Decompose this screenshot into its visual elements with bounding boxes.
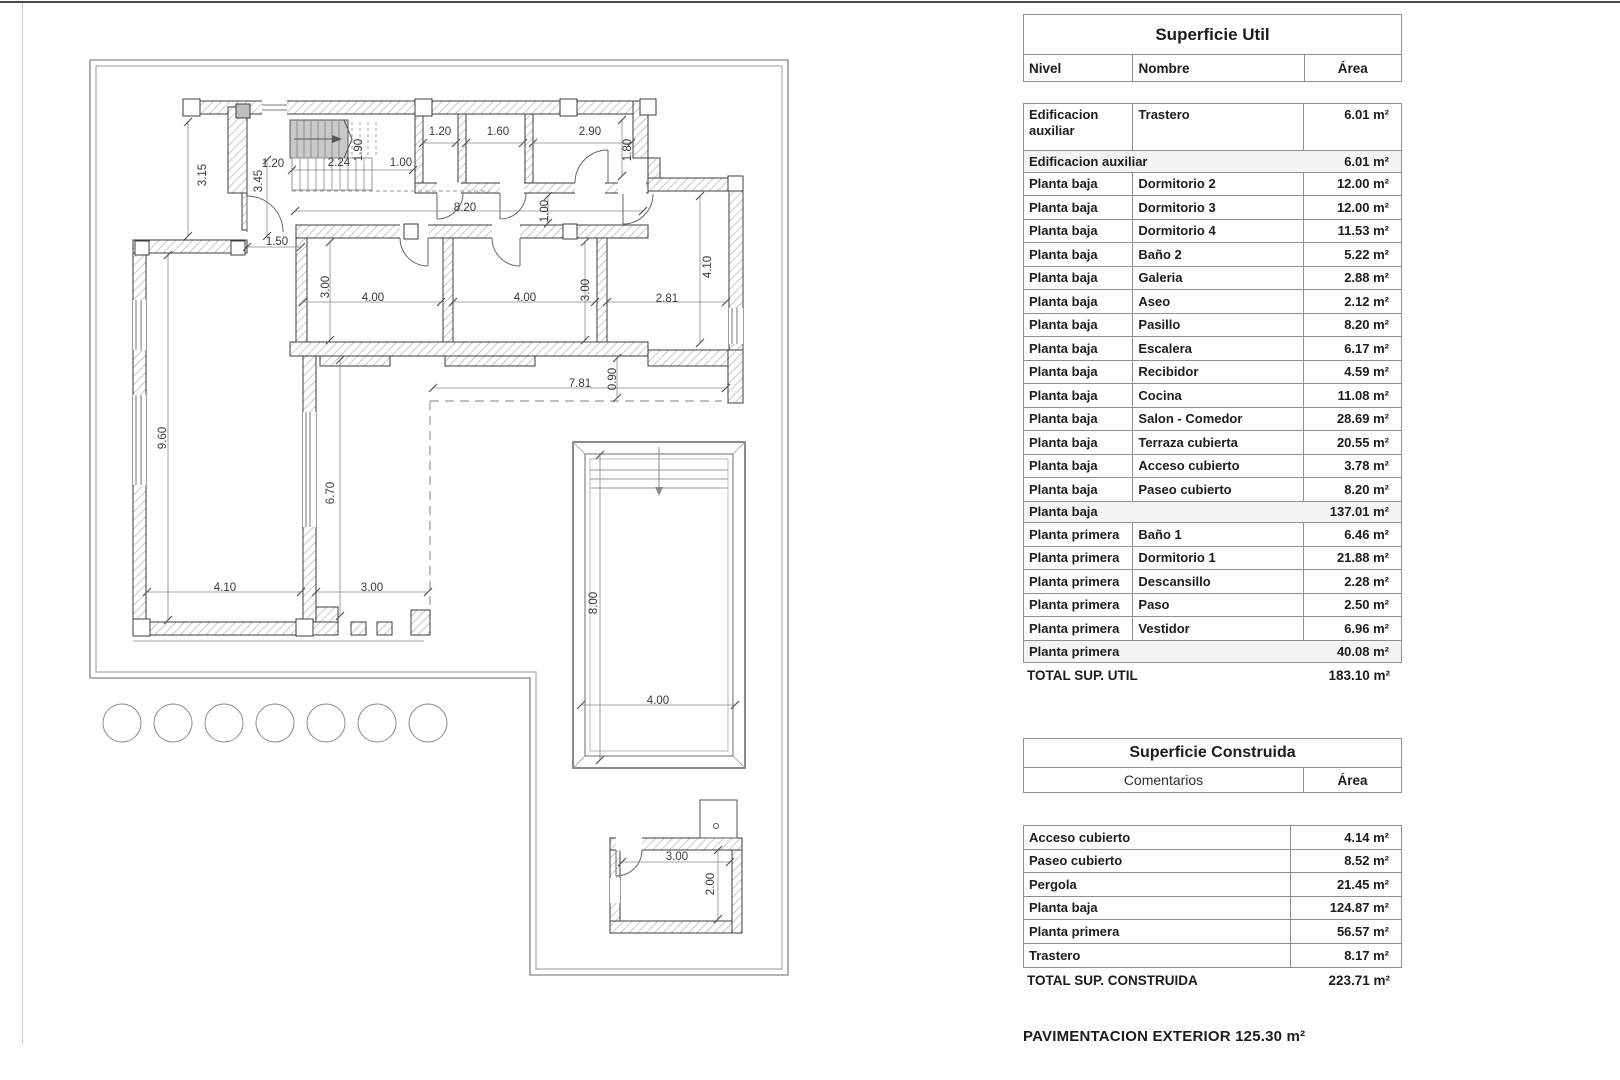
table-row: Planta primera Baño 1 6.46 m² [1024,523,1401,547]
table-row: Planta baja Acceso cubierto 3.78 m² [1024,455,1401,479]
table-row: Planta primera Paso 2.50 m² [1024,594,1401,618]
table-row: Planta primera Descansillo 2.28 m² [1024,570,1401,594]
dimension-label: 2.00 [705,872,717,896]
total-label: TOTAL SUP. UTIL [1027,667,1138,683]
table-row: Planta baja Salon - Comedor 28.69 m² [1024,408,1401,432]
total-sup-util-row [1023,663,1402,687]
dimension-label: 1.90 [353,138,365,162]
table-header-row [1023,768,1402,793]
dimension-label: 6.70 [325,481,337,505]
dimension-label: 1.60 [486,126,510,138]
porch-pillar [236,104,250,118]
street-trees [103,704,447,742]
table-row: Planta baja Escalera 6.17 m² [1024,337,1401,361]
superficie-util-table [1023,14,1402,687]
dimension-label: 2.24 [327,157,351,169]
table-row: Planta primera 56.57 m² [1024,920,1401,944]
table-row: Planta primera Dormitorio 1 21.88 m² [1024,547,1401,571]
dimension-label: 0.90 [607,367,619,391]
table-title: Superficie Construida [1023,738,1402,768]
tree-circle [307,704,345,742]
table-row: Acceso cubierto 4.14 m² [1024,826,1401,850]
table-row: Pergola 21.45 m² [1024,873,1401,897]
col-header-comentarios: Comentarios [1123,772,1204,788]
superficie-construida-table [1023,738,1402,992]
dimension-label: 3.15 [197,163,209,187]
table-header-row [1023,55,1402,82]
dimension-label: 1.00 [539,199,551,223]
table-title: Superficie Util [1023,14,1402,55]
tree-circle [358,704,396,742]
table-row: Edificacion auxiliar Trastero 6.01 m² [1024,104,1401,151]
pavimentacion-exterior-note: PAVIMENTACION EXTERIOR 125.30 m² [1023,1028,1306,1045]
table-row: Planta primera Vestidor 6.96 m² [1024,617,1401,641]
table-row: Planta baja 124.87 m² [1024,897,1401,921]
table-row: Planta baja Dormitorio 2 12.00 m² [1024,173,1401,197]
dimension-label: 8.00 [588,591,600,615]
tree-circle [103,704,141,742]
dimension-label: 1.20 [261,158,285,170]
dimension-label: 7.81 [568,378,592,390]
table-row: Planta baja Cocina 11.08 m² [1024,384,1401,408]
dimension-label: 4.00 [513,292,537,304]
table-row: Planta baja Aseo 2.12 m² [1024,290,1401,314]
dimension-label: 4.10 [702,255,714,279]
table-row: Paseo cubierto 8.52 m² [1024,850,1401,874]
dimension-label: 1.80 [622,138,634,162]
dimension-label: 1.50 [265,236,289,248]
total-value: 223.71 m² [1328,972,1390,988]
table-row: Planta baja Terraza cubierta 20.55 m² [1024,431,1401,455]
tree-circle [409,704,447,742]
dimension-label: 4.00 [646,695,670,707]
tree-circle [256,704,294,742]
trastero-equipment [700,800,737,838]
table-row: Planta baja Baño 2 5.22 m² [1024,243,1401,267]
col-header-nivel: Nivel [1029,60,1062,76]
total-sup-construida-row [1023,968,1402,992]
col-header-nombre: Nombre [1132,55,1303,81]
dimension-label: 2.90 [578,126,602,138]
col-header-area: Área [1304,55,1401,81]
table-row: Trastero 8.17 m² [1024,944,1401,968]
table-body [1023,103,1402,663]
dimension-label: 8.20 [453,202,477,214]
tree-circle [205,704,243,742]
table-row: Planta baja Pasillo 8.20 m² [1024,314,1401,338]
dimension-label: 2.81 [655,293,679,305]
table-row: Planta baja Paseo cubierto 8.20 m² [1024,478,1401,502]
table-row: Planta baja Dormitorio 3 12.00 m² [1024,196,1401,220]
table-row: Planta baja 137.01 m² [1024,502,1401,524]
table-row: Planta baja Recibidor 4.59 m² [1024,361,1401,385]
dimension-label: 9.60 [157,426,169,450]
dimension-label: 4.10 [213,582,237,594]
dimension-label: 3.00 [580,278,592,302]
dimension-label: 3.00 [665,851,689,863]
table-row: Edificacion auxiliar 6.01 m² [1024,151,1401,173]
table-row: Planta baja Dormitorio 4 11.53 m² [1024,220,1401,244]
total-value: 183.10 m² [1328,667,1390,683]
dimension-label: 1.00 [389,157,413,169]
dimension-label: 3.45 [253,169,265,193]
tree-circle [154,704,192,742]
table-row: Planta primera 40.08 m² [1024,641,1401,663]
total-label: TOTAL SUP. CONSTRUIDA [1027,972,1198,988]
dimension-label: 3.00 [360,582,384,594]
dimension-label: 4.00 [361,292,385,304]
dimension-label: 3.00 [320,275,332,299]
dimension-label: 1.20 [428,126,452,138]
table-body [1023,825,1402,968]
col-header-area: Área [1303,768,1401,792]
table-row: Planta baja Galeria 2.88 m² [1024,267,1401,291]
